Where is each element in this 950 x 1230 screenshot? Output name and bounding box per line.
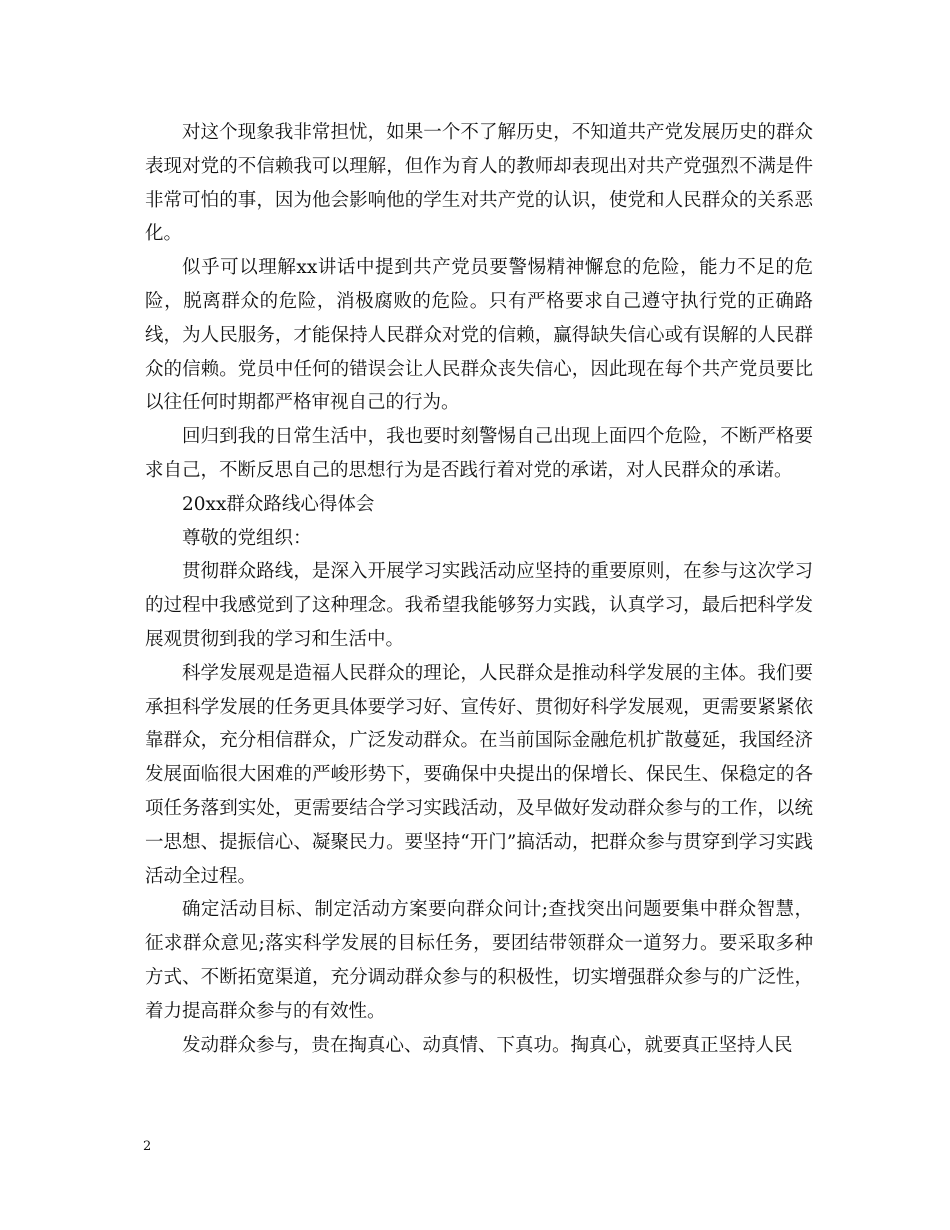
page-number: 2 (143, 1139, 152, 1154)
paragraph-3: 回归到我的日常生活中，我也要时刻警惕自己出现上面四个危险，不断严格要求自己，不断反思自己的思想行为是否践行着对党的承诺，对人民群众的承诺。 (145, 426, 813, 481)
document-body (145, 116, 813, 1062)
paragraph-8: 确定活动目标、制定活动方案要向群众问计;查找突出问题要集中群众智慧，征求群众意见;落实科学发展的目标任务，要团结带领群众一道努力。要采取多种方式、不断拓宽渠道，充分调动群众参与的积极性，切实增强群众参与的广泛性，着力提高群众参与的有效性。 (145, 899, 813, 1022)
section-heading: 20xx群众路线心得体会 (182, 493, 375, 515)
paragraph-9: 发动群众参与，贵在掏真心、动真情、下真功。掏真心，就要真正坚持人民 (182, 1034, 793, 1056)
salutation: 尊敬的党组织： (182, 527, 312, 549)
paragraph-2: 似乎可以理解xx讲话中提到共产党员要警惕精神懈怠的危险，能力不足的危险，脱离群众的危险，消极腐败的危险。只有严格要求自己遵守执行党的正确路线，为人民服务，才能保持人民群众对党的信赖，赢得缺失信心或有误解的人民群众的信赖。党员中任何的错误会让人民群众丧失信心，因此现在每个共产党员要比以往任何时期都严格审视自己的行为。 (145, 257, 813, 414)
paragraph-1: 对这个现象我非常担忧，如果一个不了解历史，不知道共产党发展历史的群众表现对党的不信赖我可以理解，但作为育人的教师却表现出对共产党强烈不满是件非常可怕的事，因为他会影响他的学生对共产党的认识，使党和人民群众的关系恶化。 (145, 122, 813, 245)
paragraph-7: 科学发展观是造福人民群众的理论，人民群众是推动科学发展的主体。我们要承担科学发展的任务更具体要学习好、宣传好、贯彻好科学发展观，更需要紧紧依靠群众，充分相信群众，广泛发动群众。在当前国际金融危机扩散蔓延，我国经济发展面临很大困难的严峻形势下，要确保中央提出的保增长、保民生、保稳定的各项任务落到实处，更需要结合学习实践活动，及早做好发动群众参与的工作，以统一思想、提振信心、凝聚民力。要坚持“开门”搞活动，把群众参与贯穿到学习实践活动全过程。 (145, 662, 813, 887)
paragraph-6: 贯彻群众路线，是深入开展学习实践活动应坚持的重要原则，在参与这次学习的过程中我感觉到了这种理念。我希望我能够努力实践，认真学习，最后把科学发展观贯彻到我的学习和生活中。 (145, 561, 813, 650)
